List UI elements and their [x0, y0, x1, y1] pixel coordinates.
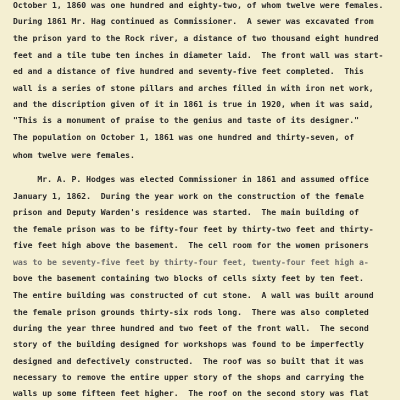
text-line: and the discription given of it in 1861 is true in 1920, when it was said,	[13, 99, 374, 109]
text-line: the female prison was to be fifty-four feet by thirty-two feet and thirty-	[13, 224, 374, 234]
text-line: the female prison grounds thirty-six rods long. There was also completed	[13, 307, 369, 317]
text-line: the prison yard to the Rock river, a distance of two thousand eight hundred	[13, 33, 379, 43]
text-line: story of the building designed for workshops was found to be imperfectly	[13, 339, 364, 349]
text-line: "This is a monument of praise to the genius and taste of its designer."	[13, 115, 359, 125]
text-line: The entire building was constructed of cut stone. A wall was built around	[13, 290, 374, 300]
text-line: January 1, 1862. During the year work on the construction of the female	[13, 191, 364, 201]
text-line: whom twelve were females.	[13, 150, 135, 160]
text-line: five feet high above the basement. The cell room for the women prisoners	[13, 240, 369, 250]
text-line: Mr. A. P. Hodges was elected Commissioner in 1861 and assumed office	[13, 174, 369, 184]
text-line: walls up some fifteen feet higher. The roof on the second story was flat	[13, 388, 369, 398]
text-line: prison and Deputy Warden's residence was started. The main building of	[13, 207, 359, 217]
text-line: during the year three hundred and two feet of the front wall. The second	[13, 323, 369, 333]
text-line: bove the basement containing two blocks of cells sixty feet by ten feet.	[13, 273, 364, 283]
text-line: The population on October 1, 1861 was one hundred and thirty-seven, of	[13, 132, 355, 142]
text-line: ed and a distance of five hundred and seventy-five feet completed. This	[13, 66, 364, 76]
text-line: was to be seventy-five feet by thirty-four feet, twenty-four feet high a-	[13, 257, 369, 267]
text-line: necessary to remove the entire upper story of the shops and carrying the	[13, 372, 364, 382]
text-line: designed and defectively constructed. The roof was so built that it was	[13, 356, 364, 366]
text-line: October 1, 1860 was one hundred and eighty-two, of whom twelve were females.	[13, 0, 384, 10]
text-line: During 1861 Mr. Hag continued as Commissioner. A sewer was excavated from	[13, 16, 374, 26]
text-line: wall is a series of stone pillars and arches filled in with iron net work,	[13, 83, 374, 93]
text-line: feet and a tile tube ten inches in diameter laid. The front wall was start-	[13, 50, 384, 60]
